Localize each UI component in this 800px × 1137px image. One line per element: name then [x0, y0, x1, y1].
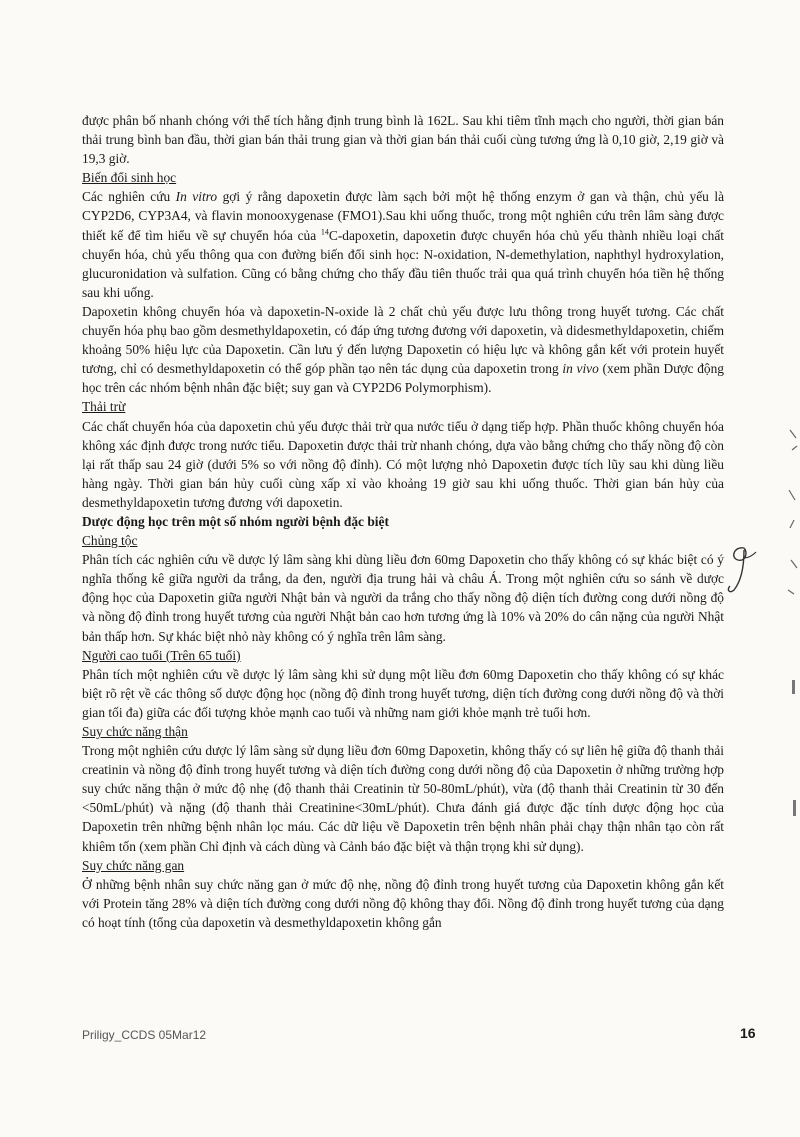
paragraph-hepatic-impairment: Ở những bệnh nhân suy chức năng gan ở mức độ nhẹ, nồng độ đỉnh trong huyết tương của Dapoxetin không gắn kết với Protein tăng 28% và diện tích đường cong dưới nồng độ không thay đổi. Nồng độ đỉnh trong huyết tương của dạng có hoạt tính (tổng của dapoxetin và desmethyldapoxetin không gắn [82, 876, 724, 930]
paragraph-race: Phân tích các nghiên cứu về dược lý lâm sàng khi dùng liều đơn 60mg Dapoxetin cho thấy không có sự khác biệt có ý nghĩa thống kê giữa người da trắng, da đen, người địa trung hải và châu Á. Trong một nghiên cứu so sánh về dược động học của Dapoxetin giữa người Nhật bản và người da trắng cho thấy nồng độ diện tích đường cong dưới nồng độ và nồng độ đỉnh trong huyết tương của người Nhật bản cao hơn tương ứng là 10% và 20% do cân nặng của người Nhật bản thấp hơn. Sự khác biệt nhỏ này không có ý nghĩa trên lâm sàng. [82, 552, 724, 644]
paragraph-distribution: được phân bố nhanh chóng với thể tích hằng định trung bình là 162L. Sau khi tiêm tĩnh mạch cho người, thời gian bán thải trung bình ban đầu, thời gian bán thải trung gian và thời gian bán thải cuối cùng tương ứng là 0,10 giờ, 2,19 giờ và 19,3 giờ. [82, 113, 724, 167]
paragraph-elimination: Các chất chuyển hóa của dapoxetin chủ yếu được thải trừ qua nước tiểu ở dạng tiếp hợp. Phần thuốc không chuyển hóa không xác định được trong nước tiểu. Dapoxetin được thải trừ nhanh chóng, dựa vào bằng chứng cho thấy nồng độ còn lại rất thấp sau 24 giờ (dưới 5% so với nồng độ đỉnh). Có một lượng nhỏ Dapoxetin được tích lũy sau khi dùng liều hàng ngày. Thời gian bán hủy cuối cùng xấp xỉ vào khoảng 19 giờ sau khi uống thuốc. Thời gian bán hủy của desmethyldapoxetin tương đương với dapoxetin. [82, 418, 724, 510]
paragraph-elderly: Phân tích một nghiên cứu về dược lý lâm sàng khi sử dụng một liều đơn 60mg Dapoxetin cho thấy không có sự khác biệt rõ rệt về các thông số dược động học (nồng độ đỉnh trong huyết tương, diện tích đường cong dưới nồng độ và thời gian tối đa) giữa các đối tượng khỏe mạnh cao tuổi và những nam giới khỏe mạnh trẻ tuổi hơn. [82, 666, 724, 720]
heading-elderly: Người cao tuổi (Trên 65 tuổi) [82, 647, 241, 663]
heading-special-populations: Dược động học trên một số nhóm người bệnh đặc biệt [82, 513, 389, 529]
heading-renal-impairment: Suy chức năng thận [82, 724, 188, 739]
document-body [82, 111, 724, 932]
footer-document-id: Priligy_CCDS 05Mar12 [82, 1028, 207, 1042]
heading-elimination: Thải trừ [82, 399, 126, 415]
paragraph-metabolites: Dapoxetin không chuyển hóa và dapoxetin-N-oxide là 2 chất chủ yếu được lưu thông trong huyết tương. Các chất chuyển hóa phụ bao gồm desmethyldapoxetin, có đáp ứng tương đương với dapoxetin, và didesmethyldapoxetin, chiếm khoảng 50% hiệu lực của Dapoxetin. Cần lưu ý đến lượng Dapoxetin có hiệu lực và không gắn kết với protein huyết tương, chỉ có desmethyldapoxetin có thể góp phần tạo nên tác dụng của dapoxetin trong in vivo (xem phần Dược động học trên các nhóm bệnh nhân đặc biệt; suy gan và CYP2D6 Polymorphism). [82, 303, 725, 396]
paragraph-biotransformation: Các nghiên cứu In vitro gợi ý rằng dapoxetin được làm sạch bởi một hệ thống enzym ở gan và thận, chủ yếu là CYP2D6, CYP3A4, và flavin monooxygenase (FMO1).Sau khi uống thuốc, trong một nghiên cứu trên lâm sàng được thiết kế để tìm hiểu về sự chuyển hóa của $^{14}$C-dapoxetin, dapoxetin được chuyển hóa chủ yếu thành nhiều loại chất chuyển hóa, chủ yếu thông qua con đường biến đổi sinh học: N-oxidation, N-demethylation, naphthyl hydroxylation, glucuronidation và sulfation. Cũng có bằng chứng cho thấy đầu tiên thuốc trải qua quá trình chuyển hóa tiền hệ thống sau khi uống. [82, 189, 725, 300]
handwritten-initial [722, 540, 762, 600]
scan-edge-artifacts [786, 420, 800, 840]
page-number: 16 [740, 1025, 756, 1041]
heading-race: Chủng tộc [82, 533, 138, 549]
heading-hepatic-impairment: Suy chức năng gan [82, 857, 185, 873]
paragraph-renal-impairment: Trong một nghiên cứu dược lý lâm sàng sử dụng liều đơn 60mg Dapoxetin, không thấy có sự liên hệ giữa độ thanh thải creatinin và nồng độ đỉnh trong huyết tương và diện tích đường cong dưới nồng độ của Dapoxetin ở những trường hợp suy chức năng thận ở mức độ nhẹ (độ thanh thải Creatinin từ 50-80mL/phút), vừa (độ thanh thải Creatinin từ 30 đến <50mL/phút) và nặng (độ thanh thải Creatinine<30mL/phút). Chưa đánh giá được đặc tính dược động học của Dapoxetin trên những bệnh nhân lọc máu. Các dữ liệu về Dapoxetin trên bệnh nhân phải chạy thận nhân tạo còn rất khiêm tốn (xem phần Chỉ định và cách dùng và Cảnh báo đặc biệt và thận trọng khi sử dụng). [82, 743, 724, 854]
heading-biotransformation: Biến đổi sinh học [82, 170, 177, 186]
